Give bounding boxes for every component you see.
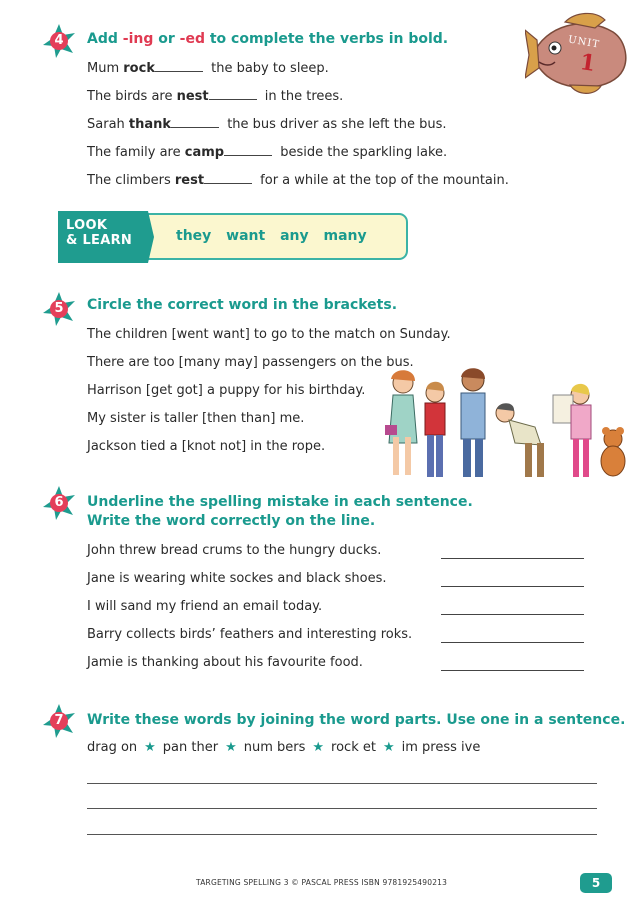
- answer-line[interactable]: [441, 614, 584, 615]
- section-5-item: My sister is taller [then than] me.: [87, 411, 305, 426]
- section-6-heading-line2: Write the word correctly on the line.: [87, 513, 376, 529]
- star-separator-icon: ★: [144, 740, 156, 755]
- section-4-number: 4: [50, 32, 68, 50]
- children-illustration: [375, 365, 635, 480]
- section-4-item: Mum rock the baby to sleep.: [87, 61, 329, 76]
- star-separator-icon: ★: [225, 740, 237, 755]
- section-6-item: Barry collects birds’ feathers and interesting roks.: [87, 627, 413, 642]
- section-6-item: Jamie is thanking about his favourite food.: [87, 655, 363, 670]
- section-5-item: Harrison [get got] a puppy for his birthday.: [87, 383, 366, 398]
- section-4-item: Sarah thank the bus driver as she left the bus.: [87, 117, 447, 132]
- section-5-item: The children [went want] to go to the match on Sunday.: [87, 327, 451, 342]
- section-5-item: Jackson tied a [knot not] in the rope.: [87, 439, 326, 454]
- unit-label: UNIT: [567, 34, 601, 51]
- star-separator-icon: ★: [312, 740, 325, 755]
- answer-blank[interactable]: [204, 172, 252, 184]
- section-6-item: John threw bread crums to the hungry ducks.: [87, 543, 382, 558]
- section-5-number: 5: [50, 300, 68, 318]
- page-number: 5: [580, 873, 612, 893]
- section-7-number: 7: [50, 712, 68, 730]
- section-4-item: The family are camp beside the sparkling lake.: [87, 145, 448, 160]
- answer-blank[interactable]: [171, 116, 219, 128]
- answer-line[interactable]: [441, 670, 584, 671]
- look-learn-words: they want any many: [176, 228, 367, 244]
- section-7-star-icon: [42, 704, 76, 738]
- writing-line[interactable]: [87, 783, 597, 784]
- answer-blank[interactable]: [224, 144, 272, 156]
- section-4-item: The birds are nest in the trees.: [87, 89, 344, 104]
- section-6-heading-line1: Underline the spelling mistake in each sentence.: [87, 494, 473, 510]
- word-part: pan ther: [162, 740, 219, 755]
- footer-text: TARGETING SPELLING 3 © PASCAL PRESS ISBN 9781925490213: [196, 878, 448, 887]
- writing-line[interactable]: [87, 834, 597, 835]
- word-parts-list: [87, 740, 480, 755]
- section-5-heading: Circle the correct word in the brackets.: [87, 297, 398, 313]
- answer-line[interactable]: [441, 586, 584, 587]
- section-5-star-icon: [42, 292, 76, 326]
- word-part: im press ive: [401, 740, 481, 755]
- section-4-heading: Add -ing or -ed to complete the verbs in bold.: [87, 31, 449, 47]
- unit-number: 1: [578, 49, 598, 77]
- answer-blank[interactable]: [209, 88, 257, 100]
- section-6-number: 6: [50, 494, 68, 512]
- section-4-item: The climbers rest for a while at the top of the mountain.: [87, 173, 509, 188]
- section-5-item: There are too [many may] passengers on the bus.: [87, 355, 414, 370]
- word-part: drag on: [87, 740, 138, 755]
- answer-line[interactable]: [441, 558, 584, 559]
- writing-line[interactable]: [87, 808, 597, 809]
- answer-line[interactable]: [441, 642, 584, 643]
- word-part: rock et: [331, 740, 376, 755]
- section-6-item: Jane is wearing white sockes and black shoes.: [87, 571, 387, 586]
- word-part: num bers: [243, 740, 306, 755]
- section-6-item: I will sand my friend an email today.: [87, 599, 323, 614]
- answer-blank[interactable]: [155, 60, 203, 72]
- section-4-star-icon: [42, 24, 76, 58]
- section-7-heading: Write these words by joining the word parts. Use one in a sentence.: [87, 712, 626, 728]
- section-6-star-icon: [42, 486, 76, 520]
- star-separator-icon: ★: [382, 740, 395, 755]
- look-learn-label: LOOK & LEARN: [66, 218, 133, 248]
